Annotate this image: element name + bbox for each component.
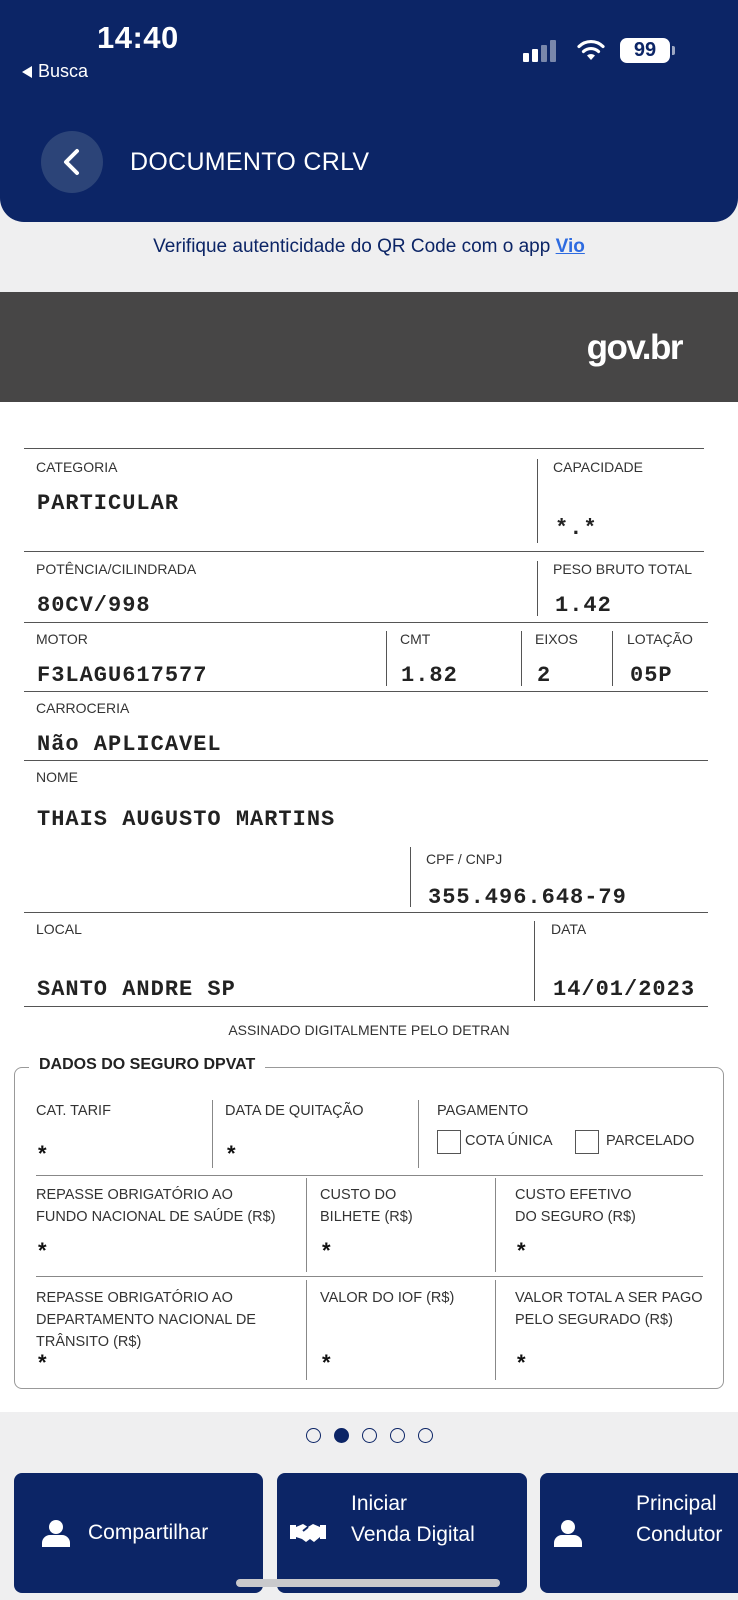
capacidade-label: CAPACIDADE	[553, 459, 643, 475]
peso-label: PESO BRUTO TOTAL	[553, 561, 693, 577]
user-icon	[42, 1519, 70, 1547]
carroceria-value: Não APLICAVEL	[37, 732, 222, 757]
page-dot[interactable]	[390, 1428, 405, 1443]
user-icon	[554, 1519, 582, 1547]
cellular-signal-icon	[523, 40, 556, 62]
start-digital-sale-button[interactable]	[277, 1473, 527, 1593]
repasse-saude-label: REPASSE OBRIGATÓRIO AO FUNDO NACIONAL DE SAÚDE (R$)	[36, 1187, 276, 1225]
app-header	[0, 0, 738, 222]
repasse-transito-label: REPASSE OBRIGATÓRIO AO DEPARTAMENTO NACIONAL DE TRÂNSITO (R$)	[36, 1290, 256, 1350]
lotacao-value: 05P	[630, 663, 673, 688]
eixos-value: 2	[537, 663, 552, 688]
valor-iof-label: VALOR DO IOF (R$)	[320, 1290, 455, 1306]
cpf-label: CPF / CNPJ	[426, 851, 503, 867]
dpvat-box	[14, 1056, 724, 1389]
repasse-saude-value: *	[38, 1238, 47, 1263]
valor-iof-value: *	[322, 1350, 331, 1375]
share-button[interactable]	[14, 1473, 263, 1593]
local-value: SANTO ANDRE SP	[37, 977, 236, 1002]
vio-link[interactable]: Vio	[555, 236, 585, 257]
home-indicator[interactable]	[236, 1579, 500, 1587]
motor-label: MOTOR	[36, 631, 88, 647]
assinado-text: ASSINADO DIGITALMENTE PELO DETRAN	[228, 1022, 510, 1038]
parcelado-checkbox[interactable]	[575, 1130, 599, 1154]
potencia-value: 80CV/998	[37, 593, 151, 618]
nome-value: THAIS AUGUSTO MARTINS	[37, 807, 336, 832]
peso-value: 1.42	[555, 593, 612, 618]
carroceria-label: CARROCERIA	[36, 700, 130, 716]
page-title: DOCUMENTO CRLV	[130, 148, 370, 176]
repasse-transito-value: *	[38, 1350, 47, 1375]
nome-label: NOME	[36, 769, 78, 785]
cat-tarif-value: *	[38, 1141, 47, 1166]
custo-efetivo-label: CUSTO EFETIVO DO SEGURO (R$)	[515, 1187, 636, 1225]
verify-text: Verifique autenticidade do QR Code com o app	[153, 236, 556, 257]
page-dot[interactable]	[306, 1428, 321, 1443]
cota-unica-checkbox[interactable]	[437, 1130, 461, 1154]
start-digital-sale-label: Iniciar Venda Digital	[351, 1492, 475, 1546]
wifi-icon	[575, 36, 607, 62]
data-value: 14/01/2023	[553, 977, 696, 1002]
page-dot-active[interactable]	[334, 1428, 349, 1443]
data-quitacao-value: *	[227, 1141, 236, 1166]
dpvat-title: DADOS DO SEGURO DPVAT	[29, 1056, 265, 1074]
crlv-document	[0, 402, 738, 1412]
parcelado-label: PARCELADO	[606, 1133, 695, 1149]
cat-tarif-label: CAT. TARIF	[36, 1103, 111, 1119]
local-label: LOCAL	[36, 921, 82, 937]
categoria-label: CATEGORIA	[36, 459, 118, 475]
valor-total-label: VALOR TOTAL A SER PAGO PELO SEGURADO (R$)	[515, 1290, 703, 1328]
status-time: 14:40	[97, 20, 179, 55]
handshake-icon	[290, 1521, 326, 1545]
custo-efetivo-value: *	[517, 1238, 526, 1263]
custo-bilhete-value: *	[322, 1238, 331, 1263]
chevron-left-icon	[61, 148, 83, 176]
potencia-label: POTÊNCIA/CILINDRADA	[36, 561, 197, 577]
verify-qr-text	[0, 236, 738, 258]
cpf-value: 355.496.648-79	[428, 885, 627, 910]
categoria-value: PARTICULAR	[37, 491, 180, 516]
govbr-logo: gov.br	[586, 328, 682, 367]
main-driver-label: Principal Condutor	[636, 1492, 723, 1546]
custo-bilhete-label: CUSTO DO BILHETE (R$)	[320, 1187, 413, 1225]
page-indicator[interactable]	[0, 1428, 738, 1443]
back-to-app-link[interactable]	[22, 61, 88, 82]
pagamento-label: PAGAMENTO	[437, 1103, 529, 1119]
data-quitacao-label: DATA DE QUITAÇÃO	[225, 1103, 364, 1119]
valor-total-value: *	[517, 1350, 526, 1375]
page-dot[interactable]	[362, 1428, 377, 1443]
lotacao-label: LOTAÇÃO	[627, 631, 693, 647]
cmt-label: CMT	[400, 631, 431, 647]
back-button[interactable]	[41, 131, 103, 193]
back-app-label: Busca	[38, 61, 89, 81]
eixos-label: EIXOS	[535, 631, 578, 647]
back-triangle-icon	[22, 66, 32, 78]
share-label: Compartilhar	[88, 1521, 209, 1544]
battery-icon: 99	[620, 38, 670, 63]
capacidade-value: *.*	[555, 516, 598, 541]
page-dot[interactable]	[418, 1428, 433, 1443]
gov-banner	[0, 292, 738, 402]
cmt-value: 1.82	[401, 663, 458, 688]
data-label: DATA	[551, 921, 587, 937]
main-driver-button[interactable]	[540, 1473, 738, 1593]
cota-unica-label: COTA ÚNICA	[465, 1133, 553, 1149]
motor-value: F3LAGU617577	[37, 663, 208, 688]
